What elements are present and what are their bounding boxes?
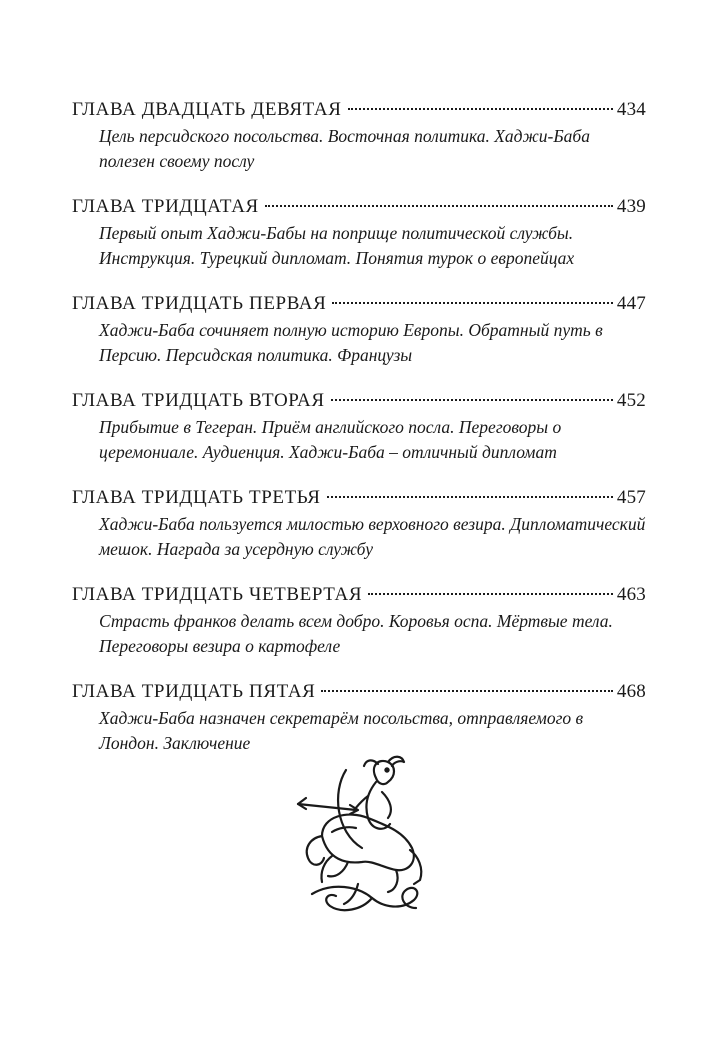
chapter-summary: Хаджи-Баба пользуется милостью верховного везира. Дипломатический мешок. Награда за усердную службу — [99, 514, 646, 559]
toc-entry-32[interactable] — [72, 388, 646, 464]
toc-entry-heading — [72, 388, 646, 414]
chapter-summary: Хаджи-Баба назначен секретарём посольства, отправляемого в Лондон. Заключение — [99, 708, 584, 753]
page-number: 457 — [616, 487, 646, 508]
toc-entry-34[interactable] — [72, 582, 646, 658]
toc-entry-30[interactable] — [72, 194, 646, 270]
chapter-summary: Цель персидского посольства. Восточная политика. Хаджи-Баба полезен своему послу — [99, 126, 590, 171]
table-of-contents — [72, 97, 646, 776]
chapter-title: ГЛАВА ТРИДЦАТАЯ — [72, 196, 259, 217]
dot-leader — [368, 593, 613, 595]
toc-entry-heading — [72, 97, 646, 123]
chapter-title: ГЛАВА ТРИДЦАТЬ ТРЕТЬЯ — [72, 487, 321, 508]
dot-leader — [265, 205, 613, 207]
chapter-summary: Страсть франков делать всем добро. Коровья оспа. Мёртвые тела. Переговоры везира о картофеле — [99, 611, 613, 656]
toc-entry-heading — [72, 582, 646, 608]
chapter-summary: Прибытие в Тегеран. Приём английского посла. Переговоры о церемониале. Аудиенция. Хаджи-Баба – отличный дипломат — [99, 417, 562, 462]
dot-leader — [327, 496, 613, 498]
dot-leader — [331, 399, 613, 401]
centaur-archer-icon — [292, 752, 434, 922]
dot-leader — [348, 108, 613, 110]
dot-leader — [321, 690, 612, 692]
chapter-summary: Первый опыт Хаджи-Бабы на поприще политической службы. Инструкция. Турецкий дипломат. Понятия турок о европейцах — [99, 223, 575, 268]
toc-entry-29[interactable] — [72, 97, 646, 173]
toc-entry-33[interactable] — [72, 485, 646, 561]
toc-entry-35[interactable] — [72, 679, 646, 755]
page-number: 468 — [616, 681, 646, 702]
toc-entry-heading — [72, 194, 646, 220]
toc-entry-31[interactable] — [72, 291, 646, 367]
toc-entry-heading — [72, 291, 646, 317]
chapter-summary: Хаджи-Баба сочиняет полную историю Европы. Обратный путь в Персию. Персидская политика. Французы — [99, 320, 603, 365]
page-number: 463 — [616, 584, 646, 605]
chapter-title: ГЛАВА ТРИДЦАТЬ ЧЕТВЕРТАЯ — [72, 584, 363, 605]
chapter-title: ГЛАВА ТРИДЦАТЬ ВТОРАЯ — [72, 390, 325, 411]
page-number: 439 — [616, 196, 646, 217]
page-number: 447 — [616, 293, 646, 314]
page-number: 452 — [616, 390, 646, 411]
dot-leader — [332, 302, 613, 304]
toc-entry-heading — [72, 679, 646, 705]
toc-entry-heading — [72, 485, 646, 511]
chapter-title: ГЛАВА ДВАДЦАТЬ ДЕВЯТАЯ — [72, 99, 342, 120]
page-number: 434 — [616, 99, 646, 120]
chapter-title: ГЛАВА ТРИДЦАТЬ ПЯТАЯ — [72, 681, 316, 702]
chapter-title: ГЛАВА ТРИДЦАТЬ ПЕРВАЯ — [72, 293, 327, 314]
